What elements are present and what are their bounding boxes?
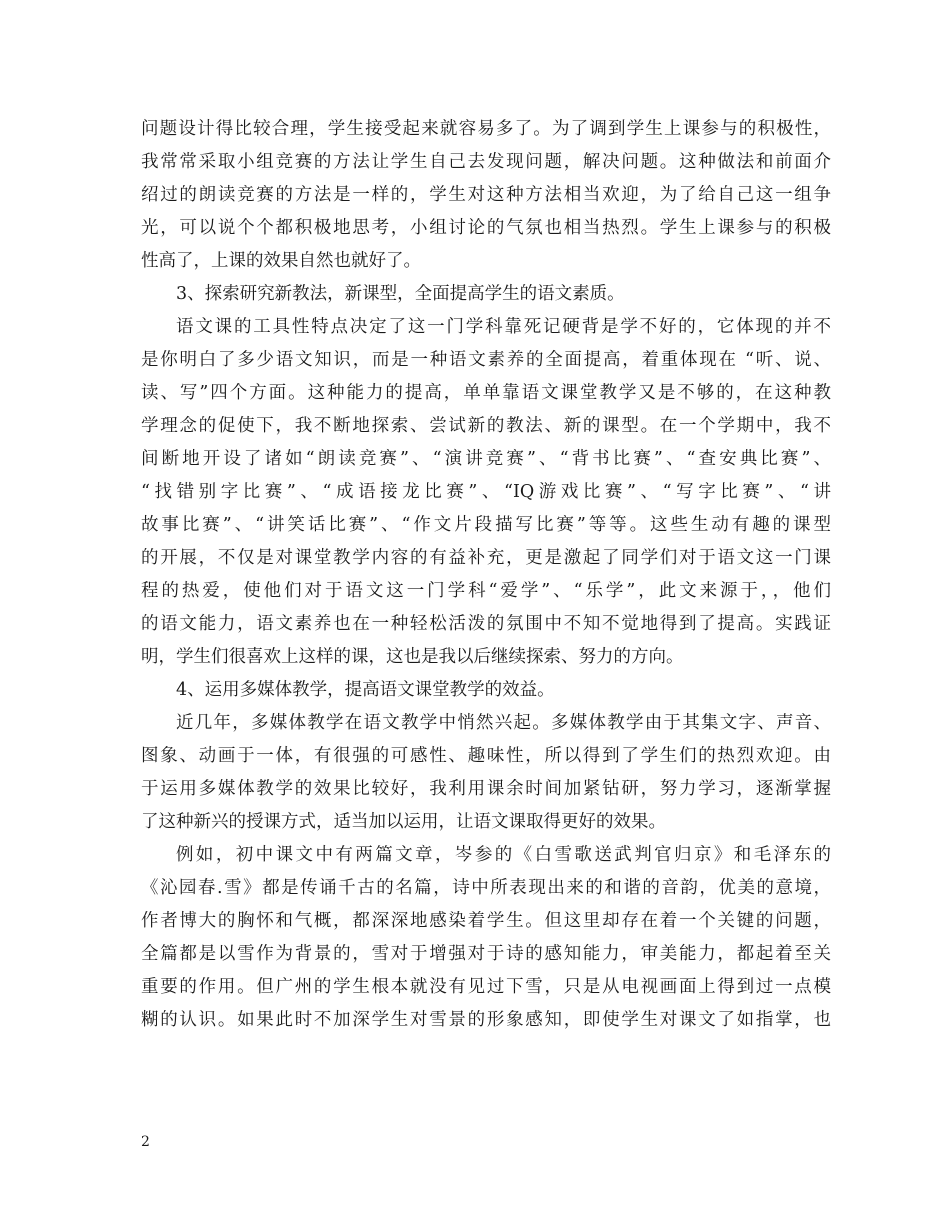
text-line: 糊的认识。如果此时不加深学生对雪景的形象感知，即使学生对课文了如指掌，也 bbox=[141, 1010, 831, 1030]
text-line: 《沁园春.雪》都是传诵千古的名篇，诗中所表现出来的和谐的音韵，优美的意境， bbox=[141, 878, 831, 898]
section-heading: 4、运用多媒体教学，提高语文课堂教学的效益。 bbox=[176, 680, 555, 700]
text-line: 程的热爱，使他们对于语文这一门学科“爱学”、“乐学”，此文来源于，，他们 bbox=[141, 581, 831, 601]
text-line: 图象、动画于一体，有很强的可感性、趣味性，所以得到了学生们的热烈欢迎。由 bbox=[141, 746, 831, 766]
text-line: 明，学生们很喜欢上这样的课，这也是我以后继续探索、努力的方向。 bbox=[141, 647, 684, 667]
text-line: 语文课的工具性特点决定了这一门学科靠死记硬背是学不好的，它体现的并不 bbox=[176, 317, 831, 337]
text-line: 绍过的朗读竞赛的方法是一样的，学生对这种方法相当欢迎，为了给自己这一组争 bbox=[141, 185, 831, 205]
section-heading: 3、探索研究新教法，新课型，全面提高学生的语文素质。 bbox=[176, 284, 625, 304]
text-line: 光，可以说个个都积极地思考，小组讨论的气氛也相当热烈。学生上课参与的积极 bbox=[141, 218, 831, 238]
text-line: 问题设计得比较合理，学生接受起来就容易多了。为了调到学生上课参与的积极性， bbox=[141, 119, 831, 139]
text-line: 我常常采取小组竞赛的方法让学生自己去发现问题，解决问题。这种做法和前面介 bbox=[141, 152, 831, 172]
text-line: 性高了，上课的效果自然也就好了。 bbox=[141, 251, 421, 271]
text-line: 的语文能力，语文素养也在一种轻松活泼的氛围中不知不觉地得到了提高。实践证 bbox=[141, 614, 831, 634]
text-line: 重要的作用。但广州的学生根本就没有见过下雪，只是从电视画面上得到过一点模 bbox=[141, 977, 831, 997]
text-line: “找错别字比赛”、“成语接龙比赛”、“IQ游戏比赛”、“写字比赛”、“讲 bbox=[141, 482, 831, 502]
text-line: 间断地开设了诸如“朗读竞赛”、“演讲竞赛”、“背书比赛”、“查安典比赛”、 bbox=[141, 449, 831, 469]
text-line: 了这种新兴的授课方式，适当加以运用，让语文课取得更好的效果。 bbox=[141, 812, 666, 832]
text-line: 例如，初中课文中有两篇文章，岑参的《白雪歌送武判官归京》和毛泽东的 bbox=[176, 845, 831, 865]
text-line: 近几年，多媒体教学在语文教学中悄然兴起。多媒体教学由于其集文字、声音、 bbox=[176, 713, 831, 733]
text-line: 作者博大的胸怀和气概，都深深地感染着学生。但这里却存在着一个关键的问题， bbox=[141, 911, 831, 931]
text-line: 于运用多媒体教学的效果比较好，我利用课余时间加紧钻研，努力学习，逐渐掌握 bbox=[141, 779, 831, 799]
page-number: 2 bbox=[141, 1134, 150, 1150]
text-line: 的开展，不仅是对课堂教学内容的有益补充，更是激起了同学们对于语文这一门课 bbox=[141, 548, 831, 568]
text-line: 学理念的促使下，我不断地探索、尝试新的教法、新的课型。在一个学期中，我不 bbox=[141, 416, 831, 436]
text-line: 是你明白了多少语文知识，而是一种语文素养的全面提高，着重体现在 “听、说、 bbox=[141, 350, 831, 370]
text-line: 故事比赛”、“讲笑话比赛”、“作文片段描写比赛”等等。这些生动有趣的课型 bbox=[141, 515, 831, 535]
text-line: 全篇都是以雪作为背景的，雪对于增强对于诗的感知能力，审美能力，都起着至关 bbox=[141, 944, 831, 964]
text-line: 读、写”四个方面。这种能力的提高，单单靠语文课堂教学又是不够的，在这种教 bbox=[141, 383, 831, 403]
